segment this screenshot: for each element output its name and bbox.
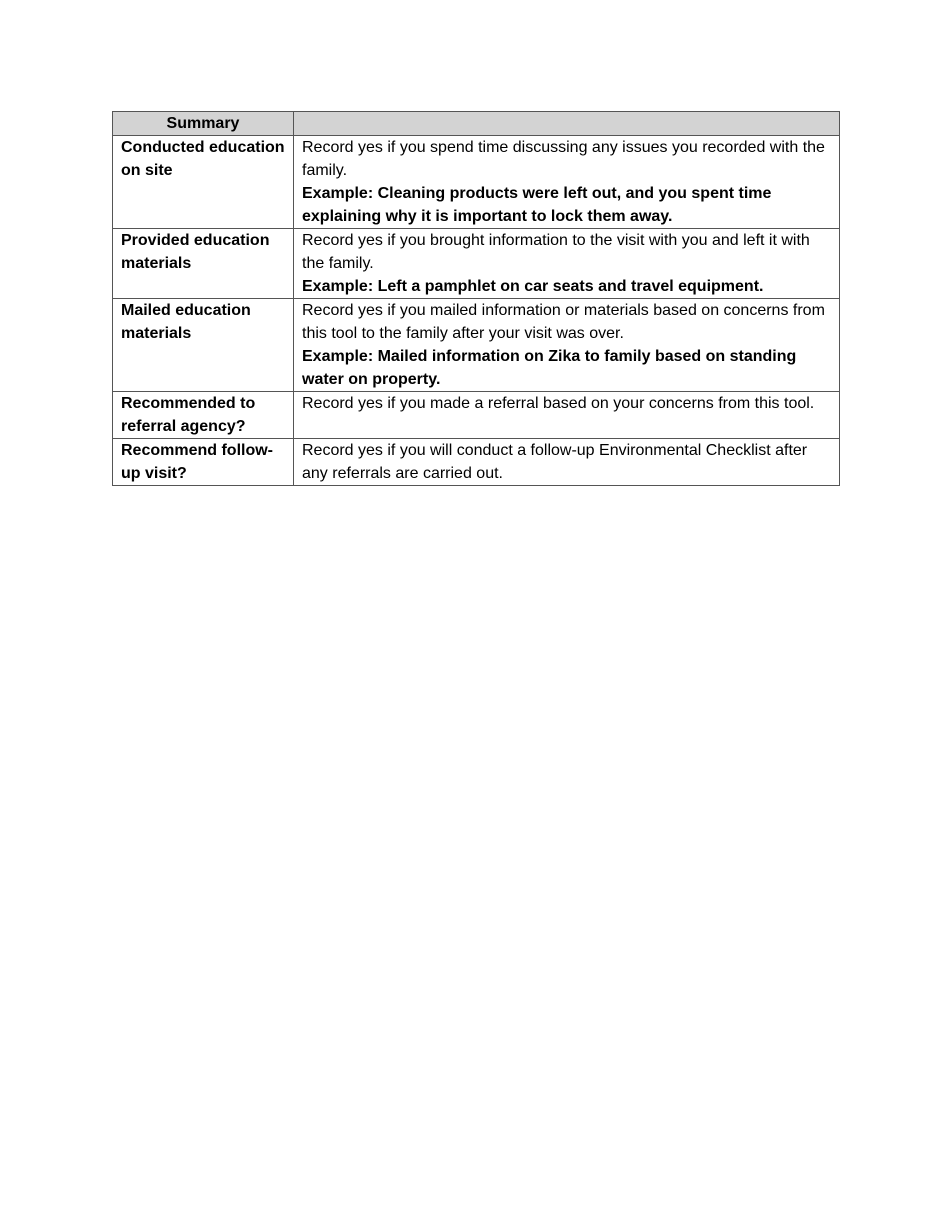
row-description: Record yes if you made a referral based on your concerns from this tool. (302, 395, 815, 412)
row-description: Record yes if you brought information to the visit with you and left it with the family. (302, 232, 810, 272)
row-label: Mailed education materials (113, 299, 294, 392)
row-description: Record yes if you mailed information or materials based on concerns from this tool to the family after your visit was over. (302, 302, 825, 342)
row-label: Conducted education on site (113, 136, 294, 229)
row-content (294, 299, 840, 392)
row-description: Record yes if you spend time discussing any issues you recorded with the family. (302, 139, 825, 179)
row-label: Provided education materials (113, 229, 294, 299)
table-row (113, 392, 840, 439)
row-content (294, 136, 840, 229)
row-label: Recommended to referral agency? (113, 392, 294, 439)
table-header-row (113, 112, 840, 136)
header-summary: Summary (113, 112, 294, 136)
row-example: Example: Left a pamphlet on car seats and travel equipment. (302, 278, 764, 295)
row-description: Record yes if you will conduct a follow-up Environmental Checklist after any referrals are carried out. (302, 442, 808, 482)
summary-table (112, 111, 840, 486)
table-row (113, 136, 840, 229)
header-description (294, 112, 840, 136)
row-content (294, 392, 840, 439)
table-row (113, 299, 840, 392)
row-example: Example: Cleaning products were left out, and you spent time explaining why it is important to lock them away. (302, 185, 772, 225)
row-content (294, 229, 840, 299)
row-content (294, 439, 840, 486)
row-example: Example: Mailed information on Zika to family based on standing water on property. (302, 348, 797, 388)
row-label: Recommend follow-up visit? (113, 439, 294, 486)
table-row (113, 439, 840, 486)
table-row (113, 229, 840, 299)
